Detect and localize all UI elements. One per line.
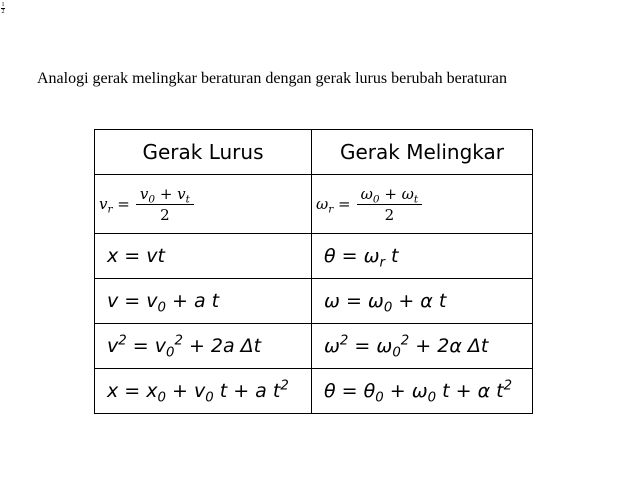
cell-displacement-linear: x = vt [95, 234, 312, 279]
formula-fraction [136, 185, 194, 224]
formula-fraction [357, 185, 423, 224]
page-heading: Analogi gerak melingkar beraturan dengan gerak lurus berubah beraturan [37, 70, 508, 87]
table-row [95, 279, 533, 324]
table-header-row [95, 130, 533, 175]
cell-position-linear: $x = x_0 + v_0$ t + a $t^2$ [95, 369, 312, 414]
formula-lhs: $v_r$ = [99, 195, 130, 216]
table-row [95, 234, 533, 279]
cell-velocity-linear: $v = v_0 + a$ t [95, 279, 312, 324]
average-angular-velocity-formula [312, 185, 532, 224]
header-gerak-lurus: Gerak Lurus [95, 130, 312, 175]
page-number [0, 2, 6, 15]
page-number-denominator: 2 [1, 9, 5, 15]
page-number-numerator: 1 [1, 2, 5, 8]
cell-average-linear-velocity [95, 175, 312, 234]
header-gerak-melingkar: Gerak Melingkar [312, 130, 533, 175]
formula-numerator: $\omega_0 + \omega_t$ [357, 185, 423, 205]
cell-velocity-angular: $\omega = \omega_0 + \alpha$ t [312, 279, 533, 324]
formula-lhs: $\omega_r$ = [316, 195, 351, 216]
analogy-table [94, 129, 533, 414]
cell-velocity-squared-linear: $v^2 = v_0^2 + 2a$ Δt [95, 324, 312, 369]
cell-average-angular-velocity [312, 175, 533, 234]
formula-denominator: 2 [160, 205, 170, 224]
cell-displacement-angular: $\theta = \omega_r$ t [312, 234, 533, 279]
average-linear-velocity-formula [95, 185, 311, 224]
cell-velocity-squared-angular: $\omega^2 = \omega_0^2 + 2\alpha$ Δt [312, 324, 533, 369]
formula-numerator: $v_0 + v_t$ [136, 185, 194, 205]
formula-denominator: 2 [384, 205, 395, 224]
table-row [95, 175, 533, 234]
cell-position-angular: $\theta = \theta_0 + \omega_0$ t + α $t^2$ [312, 369, 533, 414]
table-row [95, 369, 533, 414]
table-row [95, 324, 533, 369]
